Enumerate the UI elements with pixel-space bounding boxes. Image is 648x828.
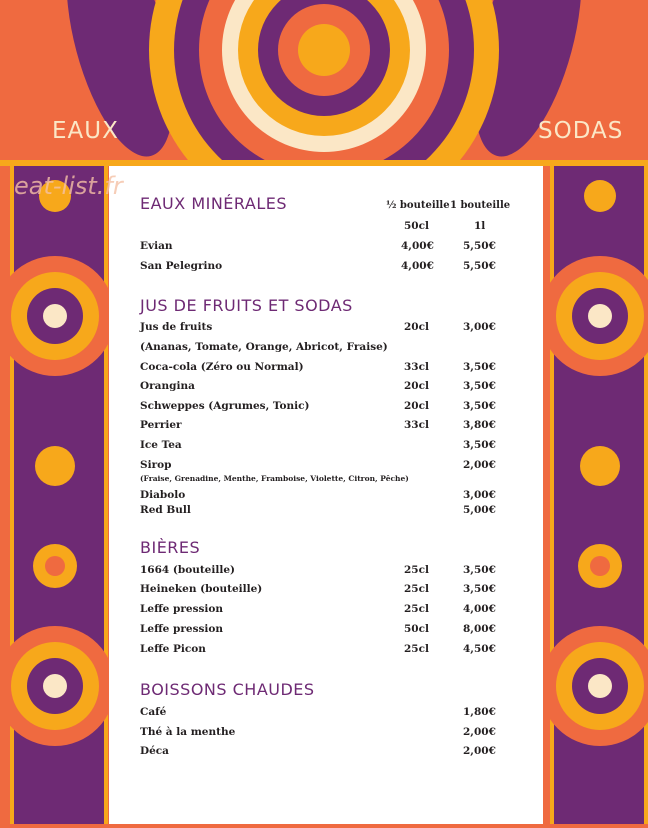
item-price: 3,50€ <box>463 361 496 373</box>
item-price-full: 5,50€ <box>463 240 496 252</box>
item-name: San Pelegrino <box>140 260 223 272</box>
item-name: Coca-cola (Zéro ou Normal) <box>140 361 304 373</box>
item-price: 3,50€ <box>463 564 496 576</box>
left-pattern-border <box>10 166 108 824</box>
right-mandala-decoration <box>550 166 648 824</box>
item-price: 1,80€ <box>463 706 496 718</box>
item-name: Leffe pression <box>140 603 224 615</box>
item-price: 4,00€ <box>463 603 496 615</box>
item-size: 25cl <box>404 583 429 595</box>
item-size: 25cl <box>404 564 429 576</box>
item-price: 3,80€ <box>463 419 496 431</box>
section-title-jus: JUS DE FRUITS ET SODAS <box>140 296 353 315</box>
top-banner <box>0 0 648 166</box>
item-size: 20cl <box>404 380 429 392</box>
section-title-eaux: EAUX MINÉRALES <box>140 194 288 213</box>
item-price: 3,50€ <box>463 583 496 595</box>
item-size: 25cl <box>404 643 429 655</box>
right-pattern-border <box>550 166 648 824</box>
item-name: Thé à la menthe <box>140 726 236 738</box>
item-price: 3,00€ <box>463 489 496 501</box>
item-size: 50cl <box>404 623 429 635</box>
item-name: Sirop <box>140 459 172 471</box>
item-name: Evian <box>140 240 173 252</box>
item-price-full: 5,50€ <box>463 260 496 272</box>
item-name: Schweppes (Agrumes, Tonic) <box>140 400 310 412</box>
item-price: 4,50€ <box>463 643 496 655</box>
item-price: 3,50€ <box>463 400 496 412</box>
item-size: 33cl <box>404 419 429 431</box>
item-size: 20cl <box>404 321 429 333</box>
column-header-half-size: 50cl <box>404 220 429 232</box>
item-name: Leffe pression <box>140 623 224 635</box>
section-title-chaudes: BOISSONS CHAUDES <box>140 680 315 699</box>
item-price: 3,00€ <box>463 321 496 333</box>
banner-label-eaux: EAUX <box>52 118 119 144</box>
item-price: 3,50€ <box>463 380 496 392</box>
item-price: 5,00€ <box>463 504 496 516</box>
item-price: 2,00€ <box>463 459 496 471</box>
item-price: 8,00€ <box>463 623 496 635</box>
watermark: eat-list.fr <box>14 172 123 200</box>
column-header-full-bottle: 1 bouteille <box>450 200 511 211</box>
item-name: Heineken (bouteille) <box>140 583 263 595</box>
item-price: 2,00€ <box>463 745 496 757</box>
item-name: Orangina <box>140 380 195 392</box>
column-header-full-size: 1l <box>474 220 486 232</box>
item-name: Diabolo <box>140 489 186 501</box>
item-name: Red Bull <box>140 504 191 516</box>
item-name: 1664 (bouteille) <box>140 564 235 576</box>
item-size: 25cl <box>404 603 429 615</box>
item-name: Ice Tea <box>140 439 182 451</box>
item-name: Jus de fruits <box>140 321 213 333</box>
item-price-half: 4,00€ <box>401 260 434 272</box>
banner-label-sodas: SODAS <box>538 118 624 144</box>
item-name: Café <box>140 706 167 718</box>
item-price: 2,00€ <box>463 726 496 738</box>
item-name: Déca <box>140 745 169 757</box>
item-description: (Fraise, Grenadine, Menthe, Framboise, Violette, Citron, Pêche) <box>140 474 409 483</box>
column-header-half-bottle: ½ bouteille <box>386 200 450 211</box>
section-title-bieres: BIÈRES <box>140 538 201 557</box>
item-name: Perrier <box>140 419 182 431</box>
item-name: Leffe Picon <box>140 643 206 655</box>
item-price-half: 4,00€ <box>401 240 434 252</box>
item-price: 3,50€ <box>463 439 496 451</box>
left-mandala-decoration <box>10 166 108 824</box>
item-size: 20cl <box>404 400 429 412</box>
item-description: (Ananas, Tomate, Orange, Abricot, Fraise) <box>140 341 388 353</box>
item-size: 33cl <box>404 361 429 373</box>
